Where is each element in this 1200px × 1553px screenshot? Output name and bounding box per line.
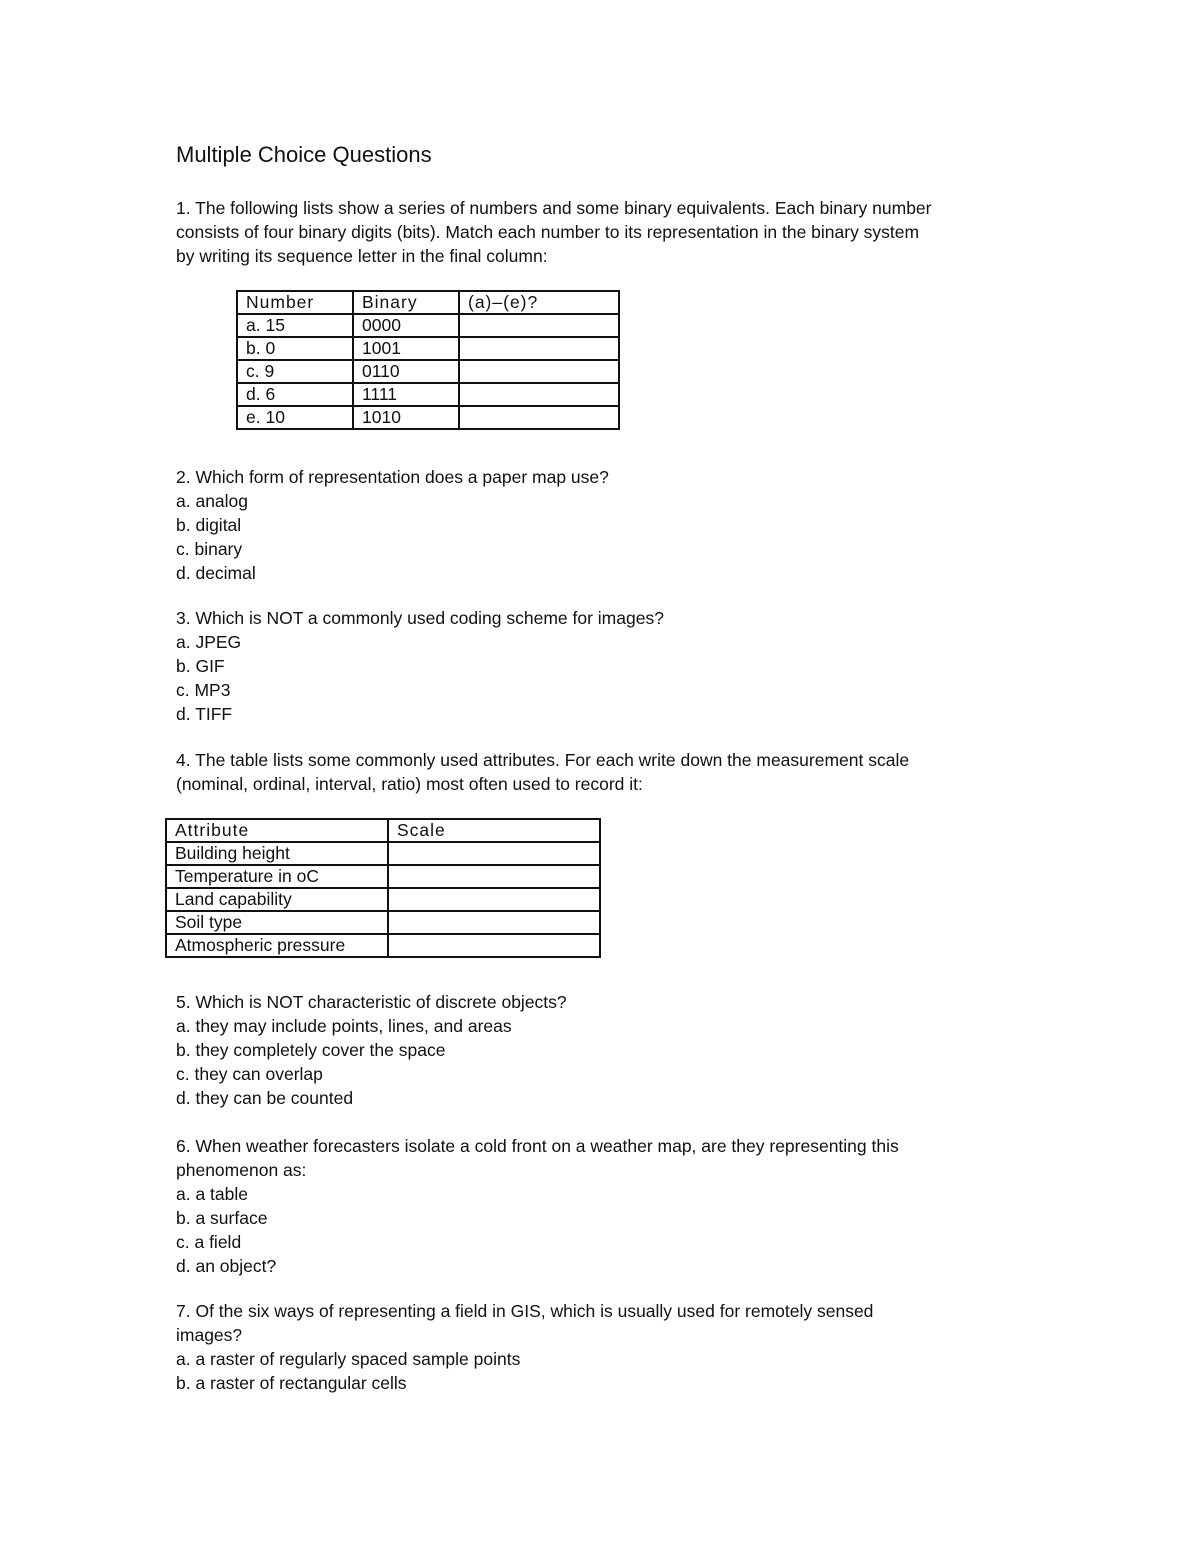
question-3 [176,606,664,726]
table-row [237,314,619,337]
question-text: 2. Which form of representation does a paper map use? [176,467,609,487]
option-d: d. they can be counted [176,1088,354,1108]
answer-cell[interactable] [459,383,619,406]
table-header-row [237,291,619,314]
option-d: d. an object? [176,1256,277,1276]
question-text: (nominal, ordinal, interval, ratio) most often used to record it: [176,774,643,794]
table-row [166,911,600,934]
question-2 [176,465,609,585]
table-row [166,934,600,957]
answer-cell[interactable] [459,314,619,337]
scale-cell[interactable] [388,911,600,934]
table-row [237,337,619,360]
table-row [166,842,600,865]
table-row [237,383,619,406]
question-text: 7. Of the six ways of representing a field in GIS, which is usually used for remotely sensed [176,1301,874,1321]
header-number: Number [237,291,353,314]
question-5 [176,990,567,1110]
header-scale: Scale [388,819,600,842]
option-c: c. a field [176,1232,242,1252]
answer-cell[interactable] [459,360,619,383]
question-text: consists of four binary digits (bits). Match each number to its representation in the binary system [176,222,920,242]
question-text: 6. When weather forecasters isolate a cold front on a weather map, are they representing this [176,1136,899,1156]
option-c: c. binary [176,539,243,559]
question-text: images? [176,1325,243,1345]
question-1 [176,196,931,268]
binary-cell: 1111 [353,383,459,406]
option-a: a. they may include points, lines, and areas [176,1016,512,1036]
option-d: d. decimal [176,563,256,583]
question-7 [176,1299,873,1395]
table-header-row [166,819,600,842]
number-cell: e. 10 [237,406,353,429]
number-cell: b. 0 [237,337,353,360]
option-b: b. GIF [176,656,225,676]
answer-cell[interactable] [459,406,619,429]
option-a: a. a raster of regularly spaced sample points [176,1349,521,1369]
header-answer: (a)–(e)? [459,291,619,314]
option-b: b. a surface [176,1208,268,1228]
question-text: 4. The table lists some commonly used attributes. For each write down the measurement scale [176,750,910,770]
attribute-cell: Temperature in oC [166,865,388,888]
attribute-cell: Building height [166,842,388,865]
number-cell: a. 15 [237,314,353,337]
question-6 [176,1134,899,1278]
binary-cell: 0000 [353,314,459,337]
question-text: 1. The following lists show a series of numbers and some binary equivalents. Each binary number [176,198,932,218]
binary-cell: 1010 [353,406,459,429]
number-cell: d. 6 [237,383,353,406]
question-4 [176,748,909,796]
header-attribute: Attribute [166,819,388,842]
question-text: 5. Which is NOT characteristic of discrete objects? [176,992,567,1012]
option-c: c. MP3 [176,680,231,700]
header-binary: Binary [353,291,459,314]
option-a: a. JPEG [176,632,242,652]
option-a: a. analog [176,491,249,511]
scale-cell[interactable] [388,842,600,865]
binary-cell: 0110 [353,360,459,383]
binary-match-table [236,290,620,430]
question-text: phenomenon as: [176,1160,307,1180]
attribute-scale-table [165,818,601,958]
table-row [166,888,600,911]
option-b: b. digital [176,515,242,535]
option-b: b. they completely cover the space [176,1040,446,1060]
question-text: 3. Which is NOT a commonly used coding scheme for images? [176,608,664,628]
attribute-cell: Land capability [166,888,388,911]
attribute-cell: Atmospheric pressure [166,934,388,957]
table-row [166,865,600,888]
question-text: by writing its sequence letter in the final column: [176,246,548,266]
answer-cell[interactable] [459,337,619,360]
attribute-cell: Soil type [166,911,388,934]
option-d: d. TIFF [176,704,233,724]
scale-cell[interactable] [388,934,600,957]
number-cell: c. 9 [237,360,353,383]
table-row [237,360,619,383]
scale-cell[interactable] [388,888,600,911]
option-b: b. a raster of rectangular cells [176,1373,407,1393]
table-row [237,406,619,429]
option-c: c. they can overlap [176,1064,323,1084]
page-title: Multiple Choice Questions [176,142,432,167]
scale-cell[interactable] [388,865,600,888]
option-a: a. a table [176,1184,248,1204]
binary-cell: 1001 [353,337,459,360]
